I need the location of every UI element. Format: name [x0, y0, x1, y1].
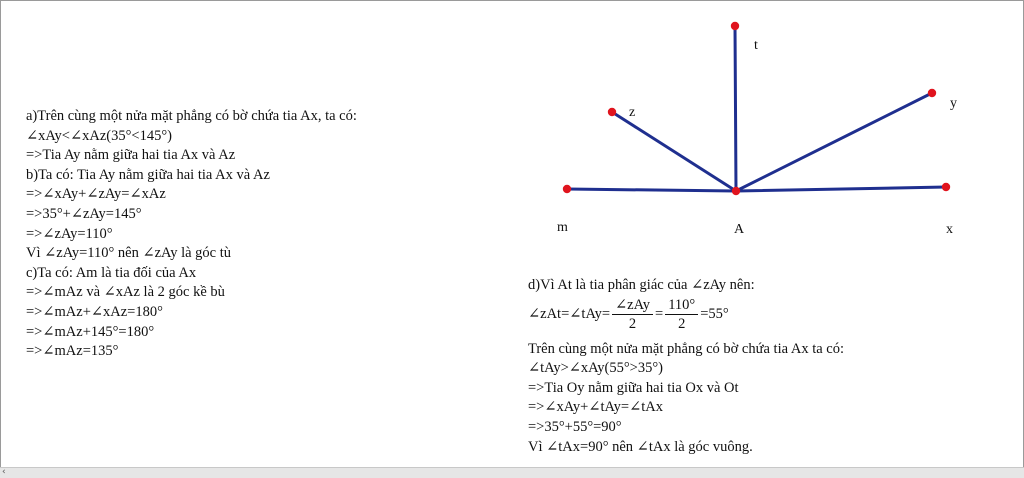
point-t — [731, 22, 739, 30]
part-d-line-3: Trên cùng một nửa mặt phẳng có bờ chứa tia Ax ta có: — [528, 340, 845, 357]
point-x — [942, 183, 950, 191]
scroll-left-arrow-icon[interactable]: ‹ — [2, 467, 6, 477]
part-d-line-5: =>Tia Oy nằm giữa hai tia Ox và Ot — [528, 379, 739, 396]
label-z: z — [629, 105, 636, 120]
solution-right-column — [528, 276, 998, 457]
part-c-line-3: =>∠mAz+∠xAz=180° — [26, 303, 163, 320]
fraction-2-numerator: 110° — [665, 296, 698, 315]
part-b-line-2: =>∠xAy+∠zAy=∠xAz — [26, 186, 166, 203]
label-y: y — [950, 96, 957, 111]
label-m: m — [557, 220, 568, 235]
part-c-line-2: =>∠mAz và ∠xAz là 2 góc kề bù — [26, 284, 225, 301]
ray-ay — [736, 93, 932, 191]
label-x: x — [946, 222, 953, 237]
part-c-line-5: =>∠mAz=135° — [26, 343, 119, 360]
point-m — [563, 185, 571, 193]
part-b-line-1: b)Ta có: Tia Ay nằm giữa hai tia Ax và Az — [26, 166, 270, 183]
fraction-zay-over-2 — [612, 296, 653, 333]
part-d-line-4: ∠tAy>∠xAy(55°>35°) — [528, 360, 663, 377]
ray-ax — [736, 187, 946, 191]
part-b-line-5: Vì ∠zAy=110° nên ∠zAy là góc tù — [26, 245, 232, 262]
point-y — [928, 89, 936, 97]
part-a-line-2: ∠xAy<∠xAz(35°<145°) — [26, 127, 172, 144]
label-t: t — [754, 38, 758, 53]
part-b-line-4: =>∠zAy=110° — [26, 225, 113, 242]
horizontal-scrollbar[interactable] — [0, 467, 1024, 478]
ray-at — [735, 26, 736, 191]
formula-rhs: =55° — [700, 305, 729, 322]
formula-equals: = — [655, 305, 664, 322]
part-c-line-4: =>∠mAz+145°=180° — [26, 323, 155, 340]
part-d-formula — [528, 293, 998, 337]
part-d-line-6: =>∠xAy+∠tAy=∠tAx — [528, 399, 663, 416]
part-c-line-1: c)Ta có: Am là tia đối của Ax — [26, 264, 197, 281]
fraction-2-denominator: 2 — [678, 316, 686, 333]
fraction-110-over-2 — [665, 296, 698, 333]
fraction-1-numerator: ∠zAy — [612, 296, 653, 315]
part-d-line-8: Vì ∠tAx=90° nên ∠tAx là góc vuông. — [528, 438, 753, 455]
part-b-line-3: =>35°+∠zAy=145° — [26, 205, 142, 222]
fraction-1-denominator: 2 — [628, 316, 637, 333]
solution-left-column — [26, 107, 446, 362]
label-a: A — [734, 222, 745, 237]
ray-am — [567, 189, 736, 191]
part-a-line-3: =>Tia Ay nằm giữa hai tia Ax và Az — [26, 147, 236, 164]
formula-lhs: ∠zAt=∠tAy= — [528, 305, 611, 322]
geometry-figure — [540, 10, 980, 240]
part-d-line-1: d)Vì At là tia phân giác của ∠zAy nên: — [528, 277, 755, 293]
part-a-line-1: a)Trên cùng một nửa mặt phẳng có bờ chứa tia Ax, ta có: — [26, 108, 357, 124]
point-a — [732, 187, 740, 195]
point-z — [608, 108, 616, 116]
ray-az — [612, 112, 736, 191]
part-d-line-7: =>35°+55°=90° — [528, 418, 622, 435]
